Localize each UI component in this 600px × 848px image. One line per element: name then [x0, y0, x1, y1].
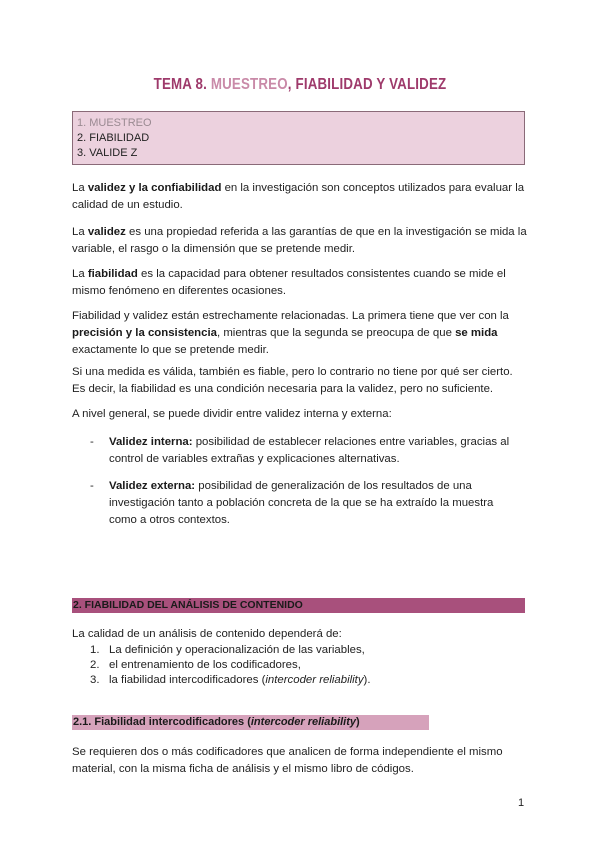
paragraph-relacion: Fiabilidad y validez están estrechamente relacionadas. La primera tiene que ver con la precisión y la consistencia, mientras que la segunda se preocupa de que se mida exactamente lo que se pretende medir.: [72, 310, 509, 357]
list-item-validez-externa: - Validez externa: posibilidad de generalización de los resultados de una investigación tanto a población concreta de la que se ha extraído la muestra como a otros contextos.: [90, 480, 494, 527]
toc-item-validez: 3. VALIDE Z: [77, 147, 138, 160]
paragraph-codificadores: Se requieren dos o más codificadores que analicen de forma independiente el mismo material, con la misma ficha de análisis y el mismo libro de códigos.: [72, 746, 503, 776]
paragraph-calidad-analisis: La calidad de un análisis de contenido dependerá de:: [72, 628, 342, 640]
document-title: TEMA 8. MUESTREO, FIABILIDAD Y VALIDEZ: [153, 76, 447, 93]
paragraph-medida-valida: Si una medida es válida, también es fiable, pero lo contrario no tiene por qué ser cierto. Es decir, la fiabilidad es una condición necesaria para la validez, pero no suficiente.: [72, 366, 513, 396]
toc-item-muestreo: 1. MUESTREO: [77, 117, 152, 129]
list-item: 2. el entrenamiento de los codificadores,: [90, 659, 301, 671]
list-item-validez-interna: - Validez interna: posibilidad de establecer relaciones entre variables, gracias al control de variables extrañas y explicaciones alternativas.: [90, 436, 510, 466]
toc-item-fiabilidad: 2. FIABILIDAD: [77, 132, 150, 145]
title-highlight: MUESTREO: [210, 76, 288, 93]
subsection-heading-intercodificadores: 2.1. Fiabilidad intercodificadores (intercoder reliability): [72, 715, 429, 730]
table-of-contents: [72, 111, 525, 165]
list-item: 3. la fiabilidad intercodificadores (intercoder reliability).: [90, 674, 371, 686]
page-number: 1: [518, 797, 525, 809]
list-item: 1. La definición y operacionalización de las variables,: [90, 644, 365, 656]
paragraph-fiabilidad: La fiabilidad es la capacidad para obtener resultados consistentes cuando se mide el mismo fenómeno en diferentes ocasiones.: [72, 268, 506, 298]
paragraph-nivel-general: A nivel general, se puede dividir entre validez interna y externa:: [72, 408, 392, 420]
paragraph-validez-confiabilidad: La validez y la confiabilidad en la investigación son conceptos utilizados para evaluar la calidad de un estudio.: [72, 182, 525, 212]
section-heading-fiabilidad-analisis: 2. FIABILIDAD DEL ANÁLISIS DE CONTENIDO: [72, 598, 525, 613]
paragraph-validez: La validez es una propiedad referida a las garantías de que en la investigación se mida la variable, el rasgo o la dimensión que se pretende medir.: [72, 226, 527, 256]
